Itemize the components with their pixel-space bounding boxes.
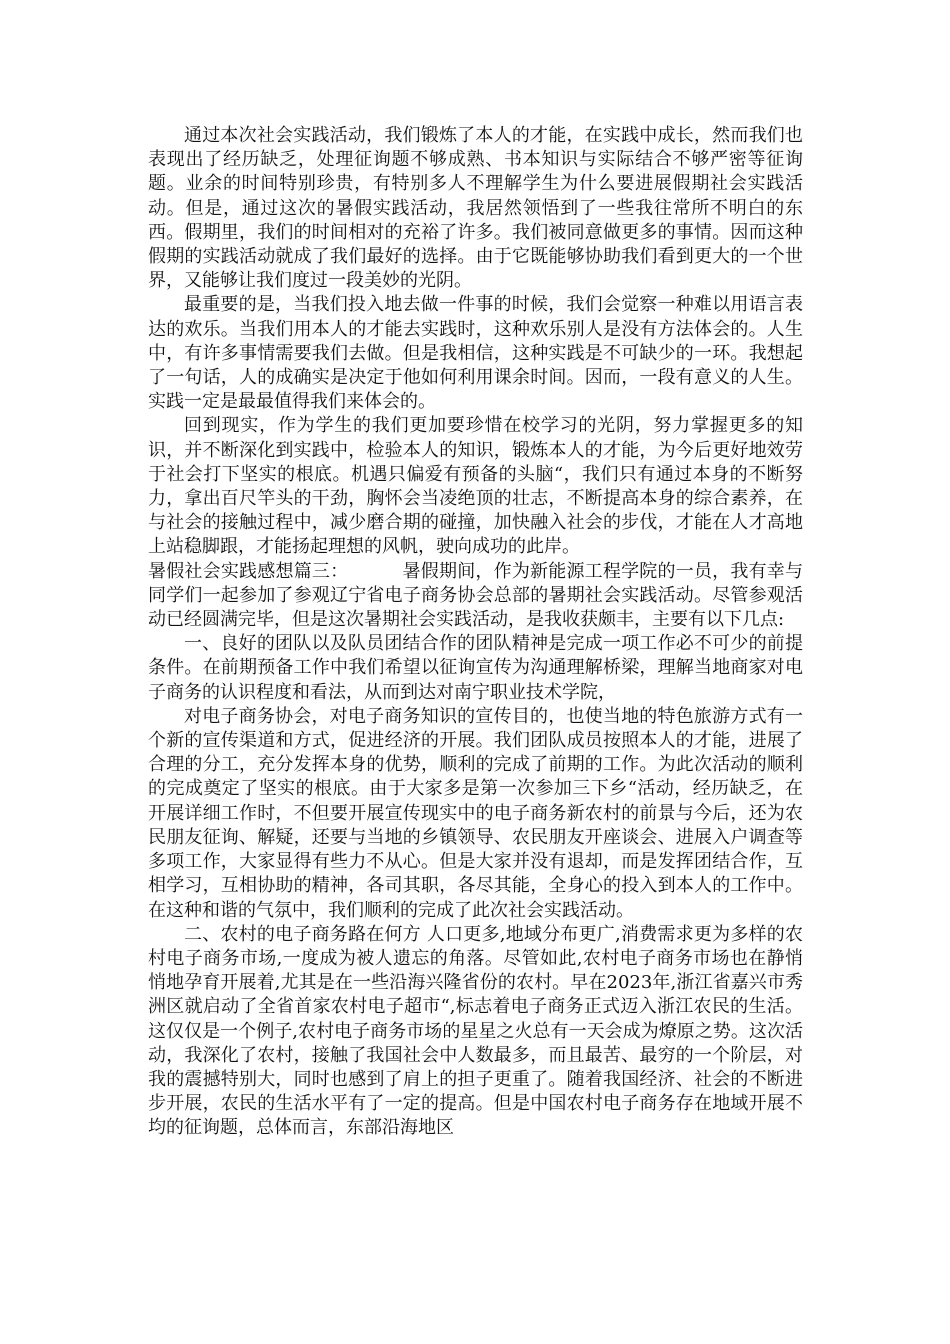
point-one-continued: 对电子商务协会，对电子商务知识的宣传目的，也使当地的特色旅游方式有一个新的宣传渠道和方式，促进经济的开展。我们团队成员按照本人的才能，进展了合理的分工，充分发挥本身的优势，顺利的完成了前期的工作。为此次活动的顺利的完成奠定了坚实的根底。由于大家多是第一次参加三下乡“活动，经历缺乏，在开展详细工作时，不但要开展宣传现实中的电子商务新农村的前景与今后，还为农民朋友征询、解疑，还要与当地的乡镇领导、农民朋友开座谈会、进展入户调查等多项工作，大家显得有些力不从心。但是大家并没有退却，而是发挥团结合作，互相学习，互相协助的精神，各司其职，各尽其能，全身心的投入到本人的工作中。在这种和谐的气氛中，我们顺利的完成了此次社会实践活动。 <box>148 705 803 921</box>
section-title: 暑假社会实践感想篇三： <box>148 560 349 582</box>
paragraph-back-to-reality: 回到现实，作为学生的我们更加要珍惜在校学习的光阴，努力掌握更多的知识，并不断深化到实践中，检验本人的知识，锻炼本人的才能，为今后更好地效劳于社会打下坚实的根底。机遇只偏爱有预备的头脑“，我们只有通过本身的不断努力，拿出百尺竿头的干劲，胸怀会当凌绝顶的壮志，不断提高本身的综合素养，在与社会的接触过程中，减少磨合期的碰撞，加快融入社会的步伐，才能在人才高地上站稳脚跟，才能扬起理想的风帆，驶向成功的此岸。 <box>148 415 803 558</box>
point-one-teamwork: 一、良好的团队以及队员团结合作的团队精神是完成一项工作必不可少的前提条件。在前期预备工作中我们希望以征询宣传为沟通理解桥梁，理解当地商家对电子商务的认识程度和看法，从而到达对南宁职业技术学院， <box>148 633 803 703</box>
section-three <box>148 560 803 633</box>
document-body <box>148 124 803 1141</box>
paragraph-practice-summary: 通过本次社会实践活动，我们锻炼了本人的才能，在实践中成长，然而我们也表现出了经历缺乏，处理征询题不够成熟、书本知识与实际结合不够严密等征询题。业余的时间特别珍贵，有特别多人不理解学生为什么要进展假期社会实践活动。但是，通过这次的暑假实践活动，我居然领悟到了一些我往常所不明白的东西。假期里，我们的时间相对的充裕了许多。我们被同意做更多的事情。因而这种假期的实践活动就成了我们最好的选择。由于它既能够协助我们看到更大的一个世界，又能够让我们度过一段美妙的光阴。 <box>148 125 803 292</box>
paragraph-most-important: 最重要的是，当我们投入地去做一件事的时候，我们会觉察一种难以用语言表达的欢乐。当我们用本人的才能去实践时，这种欢乐别人是没有方法体会的。人生中，有许多事情需要我们去做。但是我相信，这种实践是不可缺少的一环。我想起了一句话，人的成确实是决定于他如何利用课余时间。因而，一段有意义的人生。实践一定是最最值得我们来体会的。 <box>148 294 803 413</box>
section-intro: 暑假期间，作为新能源工程学院的一员，我有幸与同学们一起参加了参观辽宁省电子商务协会总部的暑期社会实践活动。尽管参观活动已经圆满完毕，但是这次暑期社会实践活动，是我收获颇丰，主要有以下几点: <box>148 560 804 631</box>
point-two-rural-ecommerce: 二、农村的电子商务路在何方 人口更多,地域分布更广,消费需求更为多样的农村电子商务市场,一度成为被人遗忘的角落。尽管如此,农村电子商务市场也在静悄悄地孕育开展着,尤其是在一些沿海兴隆省份的农村。早在2023年,浙江省嘉兴市秀洲区就启动了全省首家农村电子超市“,标志着电子商务正式迈入浙江农民的生活。这仅仅是一个例子,农村电子商务市场的星星之火总有一天会成为燎原之势。这次活动，我深化了农村，接触了我国社会中人数最多，而且最苦、最穷的一个阶层，对我的震撼特别大，同时也感到了肩上的担子更重了。随着我国经济、社会的不断进步开展，农民的生活水平有了一定的提高。但是中国农村电子商务存在地域开展不均的征询题，总体而言，东部沿海地区 <box>148 923 803 1139</box>
